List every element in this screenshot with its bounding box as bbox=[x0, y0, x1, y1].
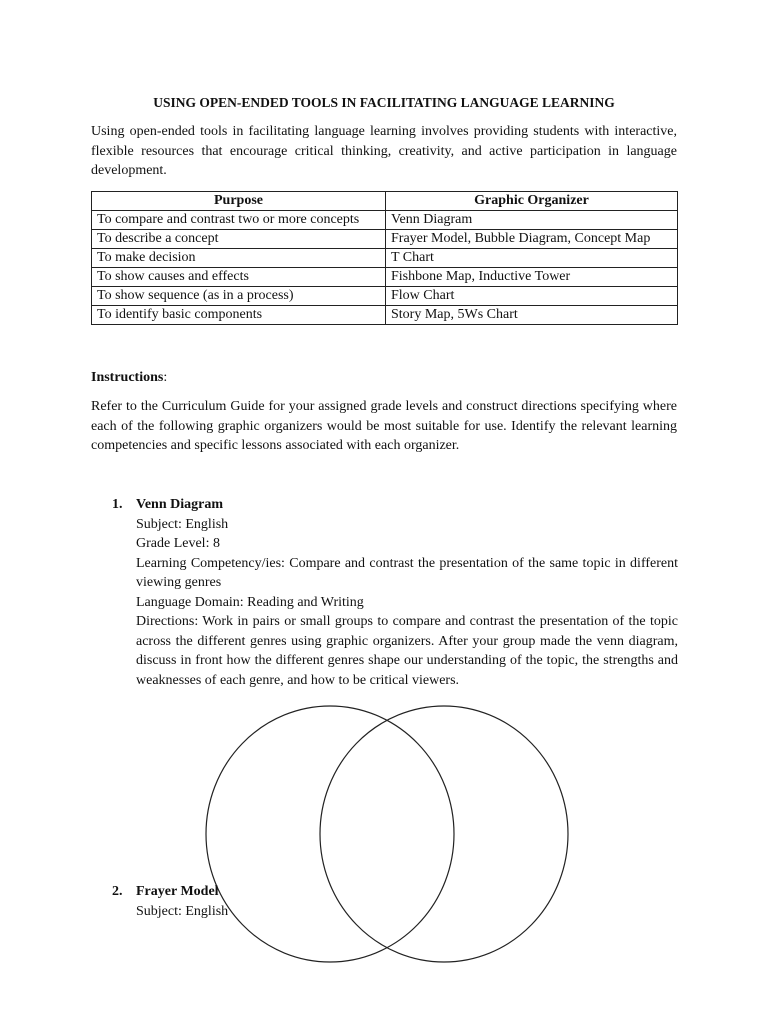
graphic-organizer-table bbox=[91, 191, 678, 325]
table-row bbox=[92, 230, 678, 249]
item-number: 2. bbox=[112, 884, 123, 899]
organizer-cell: Flow Chart bbox=[386, 287, 678, 306]
table-header-row bbox=[92, 192, 678, 211]
document-title: USING OPEN-ENDED TOOLS IN FACILITATING LANGUAGE LEARNING bbox=[153, 95, 615, 110]
header-graphic-organizer: Graphic Organizer bbox=[386, 192, 678, 211]
item-directions: Directions: Work in pairs or small groups to compare and contrast the presentation of the topic across the different genres using graphic organizers. After your group made the venn diagram, discuss in front how the different genres shape our understanding of the topic, the strengths and weaknesses of each genre, and how to be critical viewers. bbox=[136, 614, 678, 688]
item-heading: Frayer Model bbox=[136, 884, 219, 899]
item-competency: Learning Competency/ies: Compare and contrast the presentation of the same topic in different viewing genres bbox=[136, 555, 678, 590]
organizer-cell: Frayer Model, Bubble Diagram, Concept Map bbox=[386, 230, 678, 249]
table-row bbox=[92, 287, 678, 306]
item-number: 1. bbox=[112, 497, 123, 512]
purpose-cell: To compare and contrast two or more concepts bbox=[92, 211, 386, 230]
item-heading: Venn Diagram bbox=[136, 497, 223, 512]
venn-diagram-figure bbox=[200, 700, 576, 966]
table-row bbox=[92, 211, 678, 230]
purpose-cell: To describe a concept bbox=[92, 230, 386, 249]
header-purpose: Purpose bbox=[92, 192, 386, 211]
purpose-cell: To make decision bbox=[92, 249, 386, 268]
venn-right-circle bbox=[320, 706, 568, 962]
table-row bbox=[92, 268, 678, 287]
instructions-colon: : bbox=[163, 370, 168, 385]
item-grade-level: Grade Level: 8 bbox=[136, 536, 220, 551]
item-language-domain: Language Domain: Reading and Writing bbox=[136, 594, 364, 610]
list-item-frayer-model bbox=[112, 882, 678, 921]
item-subject: Subject: English bbox=[136, 903, 229, 919]
purpose-cell: To show causes and effects bbox=[92, 268, 386, 287]
purpose-cell: To identify basic components bbox=[92, 306, 386, 325]
table-row bbox=[92, 306, 678, 325]
list-item-venn-diagram bbox=[112, 495, 678, 690]
organizer-cell: Venn Diagram bbox=[386, 211, 678, 230]
instructions-heading bbox=[91, 368, 167, 388]
item-subject: Subject: English bbox=[136, 516, 229, 532]
table-row bbox=[92, 249, 678, 268]
purpose-cell: To show sequence (as in a process) bbox=[92, 287, 386, 306]
organizer-cell: Story Map, 5Ws Chart bbox=[386, 306, 678, 325]
organizer-cell: T Chart bbox=[386, 249, 678, 268]
instructions-body: Refer to the Curriculum Guide for your assigned grade levels and construct directions specifying where each of the following graphic organizers would be most suitable for use. Identify the relevant learning competencies and specific lessons associated with each organizer. bbox=[91, 399, 677, 453]
venn-left-circle bbox=[206, 706, 454, 962]
organizer-cell: Fishbone Map, Inductive Tower bbox=[386, 268, 678, 287]
intro-paragraph: Using open-ended tools in facilitating language learning involves providing students with interactive, flexible resources that encourage critical thinking, creativity, and active participation in language development. bbox=[91, 124, 677, 178]
instructions-label: Instructions bbox=[91, 370, 164, 385]
